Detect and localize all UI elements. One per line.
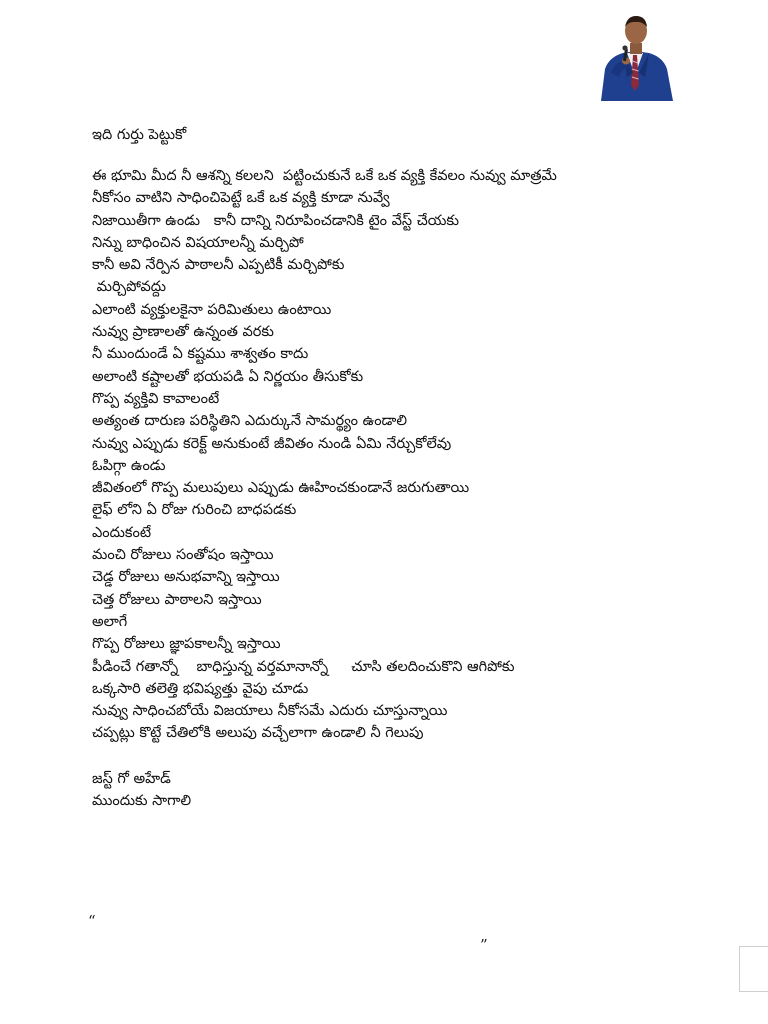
- poem-line: నువ్వు సాధించబోయే విజయాలు నీకోసమే ఎదురు చూస్తున్నాయి: [92, 703, 448, 720]
- poem-line: నువ్వు ఎప్పుడు కరెక్ట్ అనుకుంటే జీవితం నుండి ఏమి నేర్చుకోలేవు: [92, 435, 452, 452]
- poem-line: నీ ముందుండే ఏ కష్టము శాశ్వతం కాదు: [92, 346, 309, 363]
- poem-line: మర్చిపోవద్దు: [92, 279, 167, 296]
- poem-line: ఒక్కసారి తలెత్తి భవిష్యత్తు వైపు చూడు: [92, 680, 309, 697]
- poem-line: గొప్ప రోజులు జ్ఞాపకాలన్నీ ఇస్తాయి: [92, 636, 281, 653]
- poem-line: నిజాయితీగా ఉండు కానీ దాన్ని నిరూపించడానికి టైం వేస్ట్ చేయకు: [92, 212, 459, 229]
- poem-line: అలాగే: [92, 613, 128, 630]
- poem-body: [92, 165, 557, 745]
- poem-line: పీడించే గతాన్నో బాధిస్తున్న వర్తమానాన్నో చూసి తలదించుకొని ఆగిపోకు: [92, 658, 515, 675]
- poem-line: జీవితంలో గొప్ప మలుపులు ఎప్పుడు ఊహించకుండానే జరుగుతాయి: [92, 480, 470, 497]
- poem-line: నీకోసం వాటిని సాధించిపెట్టే ఒకే ఒక వ్యక్తి కూడా నువ్వే: [92, 190, 390, 207]
- page-corner-box: [739, 946, 768, 992]
- author-photo: [597, 11, 675, 101]
- poem-line: ఓపిగ్గా ఉండు: [92, 457, 166, 474]
- poem-line: అత్యంత దారుణ పరిస్థితిని ఎదుర్కునే సామర్థ్యం ఉండాలి: [92, 413, 407, 430]
- poem-line: కానీ అవి నేర్పిన పాఠాలనీ ఎప్పటికీ మర్చిపోకు: [92, 257, 345, 274]
- open-quote-mark: “: [88, 912, 96, 930]
- poem-line: గొప్ప వ్యక్తివి కావాలంటే: [92, 390, 220, 407]
- signoff: [92, 768, 191, 813]
- poem-line: ఎలాంటి వ్యక్తులకైనా పరిమితులు ఉంటాయి: [92, 301, 332, 318]
- poem-line: మంచి రోజులు సంతోషం ఇస్తాయి: [92, 547, 274, 564]
- poem-line: ఎందుకంటే: [92, 524, 152, 541]
- signoff-line: ముందుకు సాగాలి: [92, 793, 192, 810]
- poem-line: ఈ భూమి మీద నీ ఆశన్ని కలలని పట్టించుకునే ఒకే ఒక వ్యక్తి కేవలం నువ్వు మాత్రమే: [92, 168, 557, 184]
- poem-line: అలాంటి కష్టాలతో భయపడి ఏ నిర్ణయం తీసుకోకు: [92, 368, 364, 385]
- poem-line: నిన్ను బాధించిన విషయాలన్నీ మర్చిపో: [92, 234, 304, 251]
- signoff-line: జస్ట్ గో అహేడ్: [92, 771, 171, 787]
- poem-line: చెడ్డ రోజులు అనుభవాన్ని ఇస్తాయి: [92, 569, 280, 586]
- document-title: ఇది గుర్తు పెట్టుకో: [92, 127, 187, 143]
- close-quote-mark: ”: [480, 936, 488, 954]
- poem-line: నువ్వు ప్రాణాలతో ఉన్నంత వరకు: [92, 324, 274, 341]
- poem-line: చెత్త రోజులు పాఠాలని ఇస్తాయి: [92, 591, 262, 608]
- poem-line: చప్పట్లు కొట్టే చేతిలోకి అలుపు వచ్చేలాగా ఉండాలి నీ గెలుపు: [92, 725, 424, 742]
- poem-line: లైఫ్ లోని ఏ రోజు గురించి బాధపడకు: [92, 502, 297, 519]
